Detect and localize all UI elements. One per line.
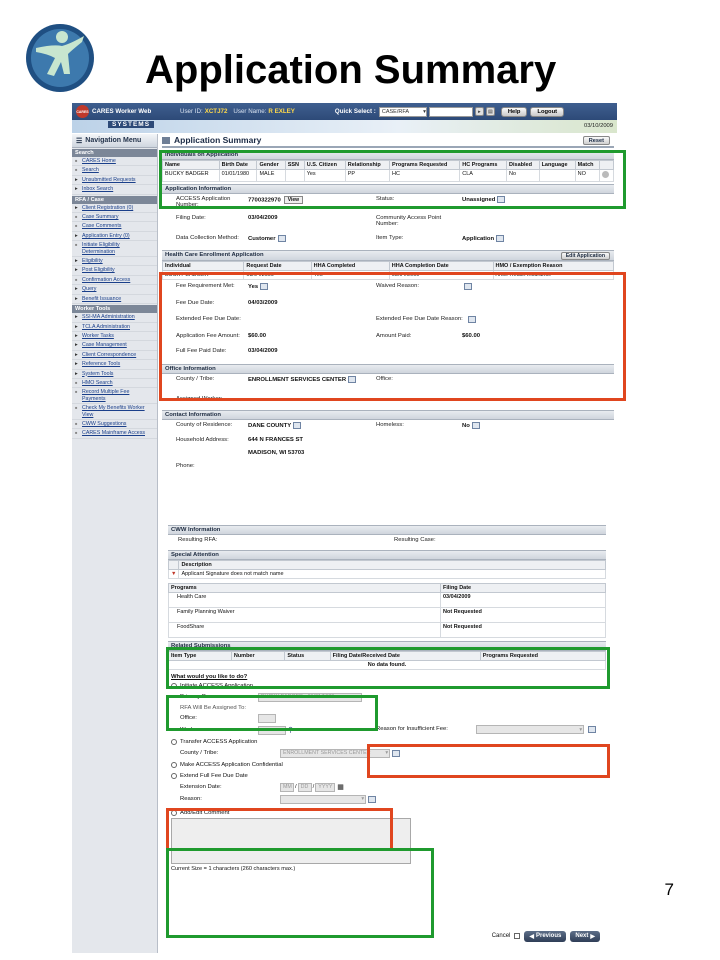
sidebar-item[interactable]: ■ Check My Benefits Worker View (72, 404, 157, 420)
sidebar-item[interactable]: ■ CARES Mainframe Access (72, 429, 157, 438)
previous-label: Previous (536, 933, 562, 939)
previous-button[interactable] (524, 931, 566, 942)
hc-enrollment-heading (162, 250, 614, 261)
table-cell (599, 170, 613, 182)
chevron-down-icon: ▾ (579, 726, 582, 733)
initiate-radio[interactable] (171, 683, 177, 689)
current-date: 03/10/2009 (583, 123, 613, 129)
user-id-value: XCTJ72 (204, 108, 228, 115)
footer-bar (168, 929, 606, 943)
sidebar-item[interactable]: ▸ Case Management (72, 341, 157, 350)
printer-icon[interactable]: ▤ (486, 107, 495, 116)
sidebar-item[interactable]: ▸ Eligibility (72, 257, 157, 266)
app-info-heading: Application Information (162, 184, 614, 194)
status-label: Status: (376, 196, 395, 202)
next-label: Next (575, 933, 589, 939)
ext-fee-due-label: Extended Fee Due Date: (176, 316, 241, 322)
note-icon[interactable] (278, 235, 286, 242)
help-button[interactable]: Help (501, 107, 528, 117)
chevron-down-icon: ▾ (385, 750, 388, 756)
sidebar-item[interactable]: ■ Initiate Eligibility Determination (72, 241, 157, 257)
column-header: Relationship (345, 161, 389, 170)
table-cell: No (507, 170, 540, 182)
brand (76, 105, 174, 118)
table-cell (539, 170, 575, 182)
column-header: Match (575, 161, 599, 170)
note-icon[interactable] (497, 196, 505, 203)
month-input[interactable] (280, 783, 294, 792)
table-row (169, 623, 606, 638)
view-button[interactable]: View (284, 196, 303, 204)
note-icon[interactable] (392, 750, 400, 757)
slide-title: Application Summary (145, 48, 557, 92)
column-header: Birth Date (219, 161, 257, 170)
systems-banner (72, 120, 617, 133)
user-name-label: User Name: (233, 108, 267, 115)
status-value: Unassigned (462, 197, 496, 204)
homeless-label: Homeless: (376, 422, 404, 428)
data-collection-value: Customer (248, 236, 276, 243)
year-input[interactable] (315, 783, 335, 792)
user-name-value: R EXLEY (268, 108, 295, 115)
resulting-case-label: Resulting Case: (394, 537, 436, 543)
systems-label: SYSTEMS (108, 121, 154, 128)
comment-textarea[interactable] (171, 818, 411, 864)
waived-reason-label: Waived Reason: (376, 283, 420, 289)
primary-person-select[interactable] (258, 693, 362, 702)
special-description: Applicant Signature does not match name (179, 570, 606, 579)
column-header: Disabled (507, 161, 540, 170)
sidebar-item[interactable]: ▸ System Tools (72, 370, 157, 379)
column-header: HHA Completed (311, 262, 389, 271)
go-icon[interactable]: ▸ (475, 107, 484, 116)
extend-radio[interactable] (171, 773, 177, 779)
amount-paid-value: $60.00 (462, 333, 481, 339)
column-header: HC Programs (460, 161, 507, 170)
sidebar-item[interactable]: ■ HMO Search (72, 379, 157, 388)
sidebar-item[interactable]: ▸ SSI-MA Administration (72, 313, 157, 322)
main-content (162, 134, 614, 475)
table-row (169, 593, 606, 608)
individuals-heading: Individuals on Application (162, 150, 614, 160)
cares-logo-icon: CARES (76, 105, 89, 118)
item-type-label: Item Type: (376, 235, 404, 241)
worker-input[interactable] (258, 726, 286, 735)
lower-section: CWW Information Resulting RFA: Resulting Case: Special Attention Description ▼ Applicant Signature does not match name Programs Filing Date Health Care 03/04/2009 Family Planning Waiver Not Requested FoodShare Not Requested Related Submissions Item Type Number Status Filing Date/Received Date Programs Requested No data found. What would you like to do? Initiate ACCESS Application Primary Person: BUCKY BADGER - 01/01/1980 ▾ RFA Will Be Assigned To: Office: Worker: ⚲ Reason for Insufficient Fee: ▾ Transfer ACCESS Application County / Tribe: ENROLLMENT SERVICES CENTER ▾ Make ACCESS Application Confidential Extend Full Fee Due Date Extension Date: MM / DD / YYYY ▦ Reason: ▾ Add/Edit Comment Current Size = 1 characters (260 characters max.) (168, 523, 606, 872)
primary-person-label: Primary Person: (180, 694, 223, 700)
top-bar (72, 103, 617, 120)
sidebar-item[interactable]: ■ CARES Home (72, 157, 157, 166)
column-header: Item Type (169, 652, 232, 661)
sidebar-item[interactable]: ▸ Inbox Search (72, 185, 157, 194)
fee-requirement-label: Fee Requirement Met: (176, 283, 235, 289)
column-header: Filing Date/Received Date (330, 652, 480, 661)
filing-date-header: Filing Date (441, 584, 606, 593)
extend-label: Extend Full Fee Due Date (180, 772, 248, 779)
sidebar-item[interactable]: ■ Confirmation Access (72, 276, 157, 285)
sidebar-item[interactable]: ▸ Unsubmitted Requests (72, 176, 157, 185)
related-submissions-heading: Related Submissions (168, 641, 606, 651)
reason-label: Reason: (180, 796, 202, 802)
cww-heading: CWW Information (168, 525, 606, 535)
user-id-label: User ID: (180, 108, 203, 115)
special-attention-table (168, 560, 606, 579)
note-icon[interactable] (588, 726, 596, 733)
table-cell: 03/04/2009 (441, 593, 606, 608)
sidebar-item[interactable]: ▸ Benefit Issuance (72, 295, 157, 304)
confidential-radio[interactable] (171, 762, 177, 768)
access-number-value: 7700322970 (248, 197, 281, 204)
note-icon[interactable] (468, 316, 476, 323)
month-placeholder: MM (283, 784, 292, 790)
special-attention-heading: Special Attention (168, 550, 606, 560)
logout-button[interactable]: Logout (530, 107, 564, 117)
rfa-assigned-label: RFA Will Be Assigned To: (180, 704, 247, 711)
programs-table (168, 583, 606, 638)
next-button[interactable] (570, 931, 600, 942)
column-header: Number (231, 652, 285, 661)
resulting-rfa-label: Resulting RFA: (178, 537, 218, 543)
chevron-left-icon: ◀ (529, 933, 534, 940)
table-cell: 03/04/2009 (389, 271, 493, 280)
note-icon[interactable] (348, 376, 356, 383)
table-cell: FoodShare (169, 623, 441, 638)
column-header: Status (285, 652, 330, 661)
note-icon[interactable] (472, 422, 480, 429)
spacer-cell (169, 561, 179, 570)
transfer-county-select[interactable] (280, 749, 390, 758)
column-header: Programs Requested (390, 161, 460, 170)
individuals-table (162, 160, 614, 182)
address-line2: MADISON, WI 53703 (248, 450, 305, 456)
table-cell: 03/04/2009 (244, 271, 311, 280)
primary-person-value: BUCKY BADGER - 01/01/1980 (261, 694, 335, 700)
office-label: Office: (376, 376, 393, 382)
nav-sections (72, 149, 157, 439)
cap-number-label: Community Access Point Number: (376, 215, 442, 227)
homeless-value: No (462, 423, 470, 430)
address-line1: 644 N FRANCES ST (248, 437, 303, 443)
related-submissions-table (168, 651, 606, 670)
initiate-option[interactable] (168, 680, 606, 691)
page-title (162, 134, 614, 148)
filing-date-label: Filing Date: (176, 215, 206, 221)
reset-button[interactable]: Reset (583, 136, 610, 145)
hc-enrollment-table (162, 261, 614, 280)
sidebar-item[interactable]: ■ Record Multiple Fee Payments (72, 388, 157, 404)
extend-option[interactable] (168, 770, 606, 781)
reason-select[interactable] (280, 795, 366, 804)
hc-enrollment-heading-text: Health Care Enrollment Application (165, 252, 264, 258)
household-address-label: Household Address: (176, 437, 229, 443)
note-icon[interactable] (464, 283, 472, 290)
transfer-option[interactable] (168, 736, 606, 747)
reason-insufficient-select[interactable] (476, 725, 584, 734)
day-input[interactable] (298, 783, 312, 792)
amount-paid-label: Amount Paid: (376, 333, 412, 339)
quick-select-input[interactable] (429, 107, 473, 117)
nav-menu-title (72, 134, 157, 148)
dhs-logo (24, 22, 96, 94)
item-type-value: Application (462, 236, 495, 243)
table-cell: 01/01/1980 (219, 170, 257, 182)
table-cell: Yes (311, 271, 389, 280)
access-number-label: ACCESS Application Number: (176, 196, 231, 208)
column-header: Programs Requested (480, 652, 605, 661)
table-cell: BUCKY BADGER (163, 271, 244, 280)
comment-radio[interactable] (171, 810, 177, 816)
full-fee-label: Full Fee Paid Date: (176, 348, 227, 354)
comment-option[interactable] (168, 807, 606, 818)
confidential-label: Make ACCESS Application Confidential (180, 761, 283, 768)
table-cell (285, 170, 304, 182)
page-number: 7 (664, 880, 674, 899)
table-cell: CLA (460, 170, 507, 182)
search-icon[interactable]: ⚲ (288, 727, 294, 734)
brand-label: CARES Worker Web (92, 108, 152, 115)
note-icon[interactable] (496, 235, 504, 242)
table-cell: NO (575, 170, 599, 182)
transfer-radio[interactable] (171, 739, 177, 745)
column-header: HHA Completion Date (389, 262, 493, 271)
chevron-down-icon: ▾ (361, 796, 364, 802)
column-header: Individual (163, 262, 244, 271)
confidential-option[interactable] (168, 759, 606, 770)
cares-app-window (72, 103, 617, 953)
county-residence-label: County of Residence: (176, 422, 233, 428)
day-placeholder: DD (300, 784, 309, 790)
column-header: SSN (285, 161, 304, 170)
year-placeholder: YYYY (318, 784, 333, 790)
column-header (599, 161, 613, 170)
alert-icon: ▼ (171, 571, 177, 577)
page-title-text: Application Summary (174, 135, 262, 145)
transfer-label: Transfer ACCESS Application (180, 738, 258, 745)
note-icon[interactable] (368, 796, 376, 803)
cancel-checkbox[interactable] (514, 933, 520, 939)
full-fee-value: 03/04/2009 (248, 348, 278, 354)
table-cell: Not Requested (441, 623, 606, 638)
programs-header: Programs (169, 584, 441, 593)
table-cell: BUCKY BADGER (163, 170, 220, 182)
page-icon (162, 137, 170, 144)
column-header: Request Date (244, 262, 311, 271)
sidebar-item[interactable]: ▸ Client Correspondence (72, 351, 157, 360)
office-input[interactable] (258, 714, 276, 723)
chevron-right-icon: ▶ (590, 933, 595, 940)
office-field-label: Office: (180, 715, 197, 721)
filing-date-value: 03/04/2009 (248, 215, 278, 221)
actions-heading: What would you like to do? (171, 674, 248, 680)
note-icon[interactable] (293, 422, 301, 429)
county-residence-value: DANE COUNTY (248, 423, 292, 430)
calendar-icon[interactable]: ▦ (337, 784, 344, 791)
nav-section-heading: Search (72, 149, 157, 157)
column-header: HMO / Exemption Reason (493, 262, 614, 271)
quick-select-dropdown[interactable] (379, 107, 427, 117)
quick-select-label: Quick Select : (334, 108, 376, 115)
sidebar-item[interactable]: ▸ Client Registration (0) (72, 204, 157, 213)
app-fee-label: Application Fee Amount: (176, 333, 240, 339)
table-row (163, 170, 614, 182)
chevron-down-icon: ▾ (357, 694, 360, 700)
reason-insufficient-label: Reason for Insufficient Fee: (376, 726, 448, 732)
app-fee-value: $60.00 (248, 333, 267, 339)
table-cell: Family Planning Waiver (169, 608, 441, 623)
sidebar-item[interactable]: ■ CWW Suggestions (72, 420, 157, 429)
sidebar-item[interactable]: ▸ Application Entry (0) (72, 232, 157, 241)
transfer-county-value: ENROLLMENT SERVICES CENTER (283, 750, 371, 756)
extension-date-label: Extension Date: (180, 784, 222, 790)
nav-section-heading: RFA / Case (72, 196, 157, 204)
comment-label: Add/Edit Comment (180, 809, 230, 816)
sidebar-item[interactable]: ■ Case Summary (72, 213, 157, 222)
column-header: Gender (257, 161, 285, 170)
table-cell: HC (390, 170, 460, 182)
fee-due-label: Fee Due Date: (176, 300, 215, 306)
ext-fee-reason-label: Extended Fee Due Date Reason: (376, 316, 463, 322)
data-collection-label: Data Collection Method: (176, 235, 239, 241)
nav-section-heading: Worker Tools (72, 305, 157, 313)
table-cell: PP (345, 170, 389, 182)
table-row (169, 608, 606, 623)
table-cell: Yes (304, 170, 345, 182)
note-icon[interactable] (260, 283, 268, 290)
county-tribe-value: ENROLLMENT SERVICES CENTER (248, 377, 347, 384)
quick-select-value: CASE/RFA (381, 108, 410, 115)
chevron-down-icon: ▾ (423, 108, 426, 115)
edit-application-button[interactable]: Edit Application (561, 252, 610, 260)
sidebar-item[interactable]: ▸ Post Eligibility (72, 266, 157, 275)
nav-menu-title-text: Navigation Menu (85, 137, 142, 144)
no-data-message: No data found. (169, 661, 606, 670)
cancel-label: Cancel (491, 933, 511, 939)
contact-heading: Contact Information (162, 410, 614, 420)
description-header: Description (179, 561, 606, 570)
initiate-label: Initiate ACCESS Application (180, 682, 254, 689)
column-header: Name (163, 161, 220, 170)
county-tribe-label: County / Tribe: (176, 376, 215, 382)
sidebar-item[interactable]: ■ Search (72, 166, 157, 175)
table-cell: Arise Health Insurance (493, 271, 614, 280)
fee-requirement-value: Yes (248, 284, 259, 291)
sidebar-item[interactable]: ▸ Reference Tools (72, 360, 157, 369)
char-count: Current Size = 1 characters (260 characters max.) (171, 866, 296, 872)
table-cell: Not Requested (441, 608, 606, 623)
transfer-county-label: County / Tribe: (180, 750, 219, 756)
sidebar-item[interactable]: ■ Case Comments (72, 222, 157, 231)
menu-icon: ☰ (76, 137, 83, 145)
sidebar-item[interactable]: ▸ TCLA Administration (72, 323, 157, 332)
info-icon[interactable] (602, 171, 609, 178)
column-header: U.S. Citizen (304, 161, 345, 170)
navigation-sidebar (72, 134, 158, 953)
fee-due-value: 04/03/2009 (248, 300, 278, 306)
table-cell: MALE (257, 170, 285, 182)
sidebar-item[interactable]: ▸ Query (72, 285, 157, 294)
column-header: Language (539, 161, 575, 170)
office-heading: Office Information (162, 364, 614, 374)
table-row (163, 271, 614, 280)
sidebar-item[interactable]: ▸ Worker Tasks (72, 332, 157, 341)
table-cell: Health Care (169, 593, 441, 608)
assigned-worker-label: Assigned Worker: (176, 396, 223, 402)
worker-field-label: Worker: (180, 727, 201, 733)
phone-label: Phone: (176, 463, 195, 469)
